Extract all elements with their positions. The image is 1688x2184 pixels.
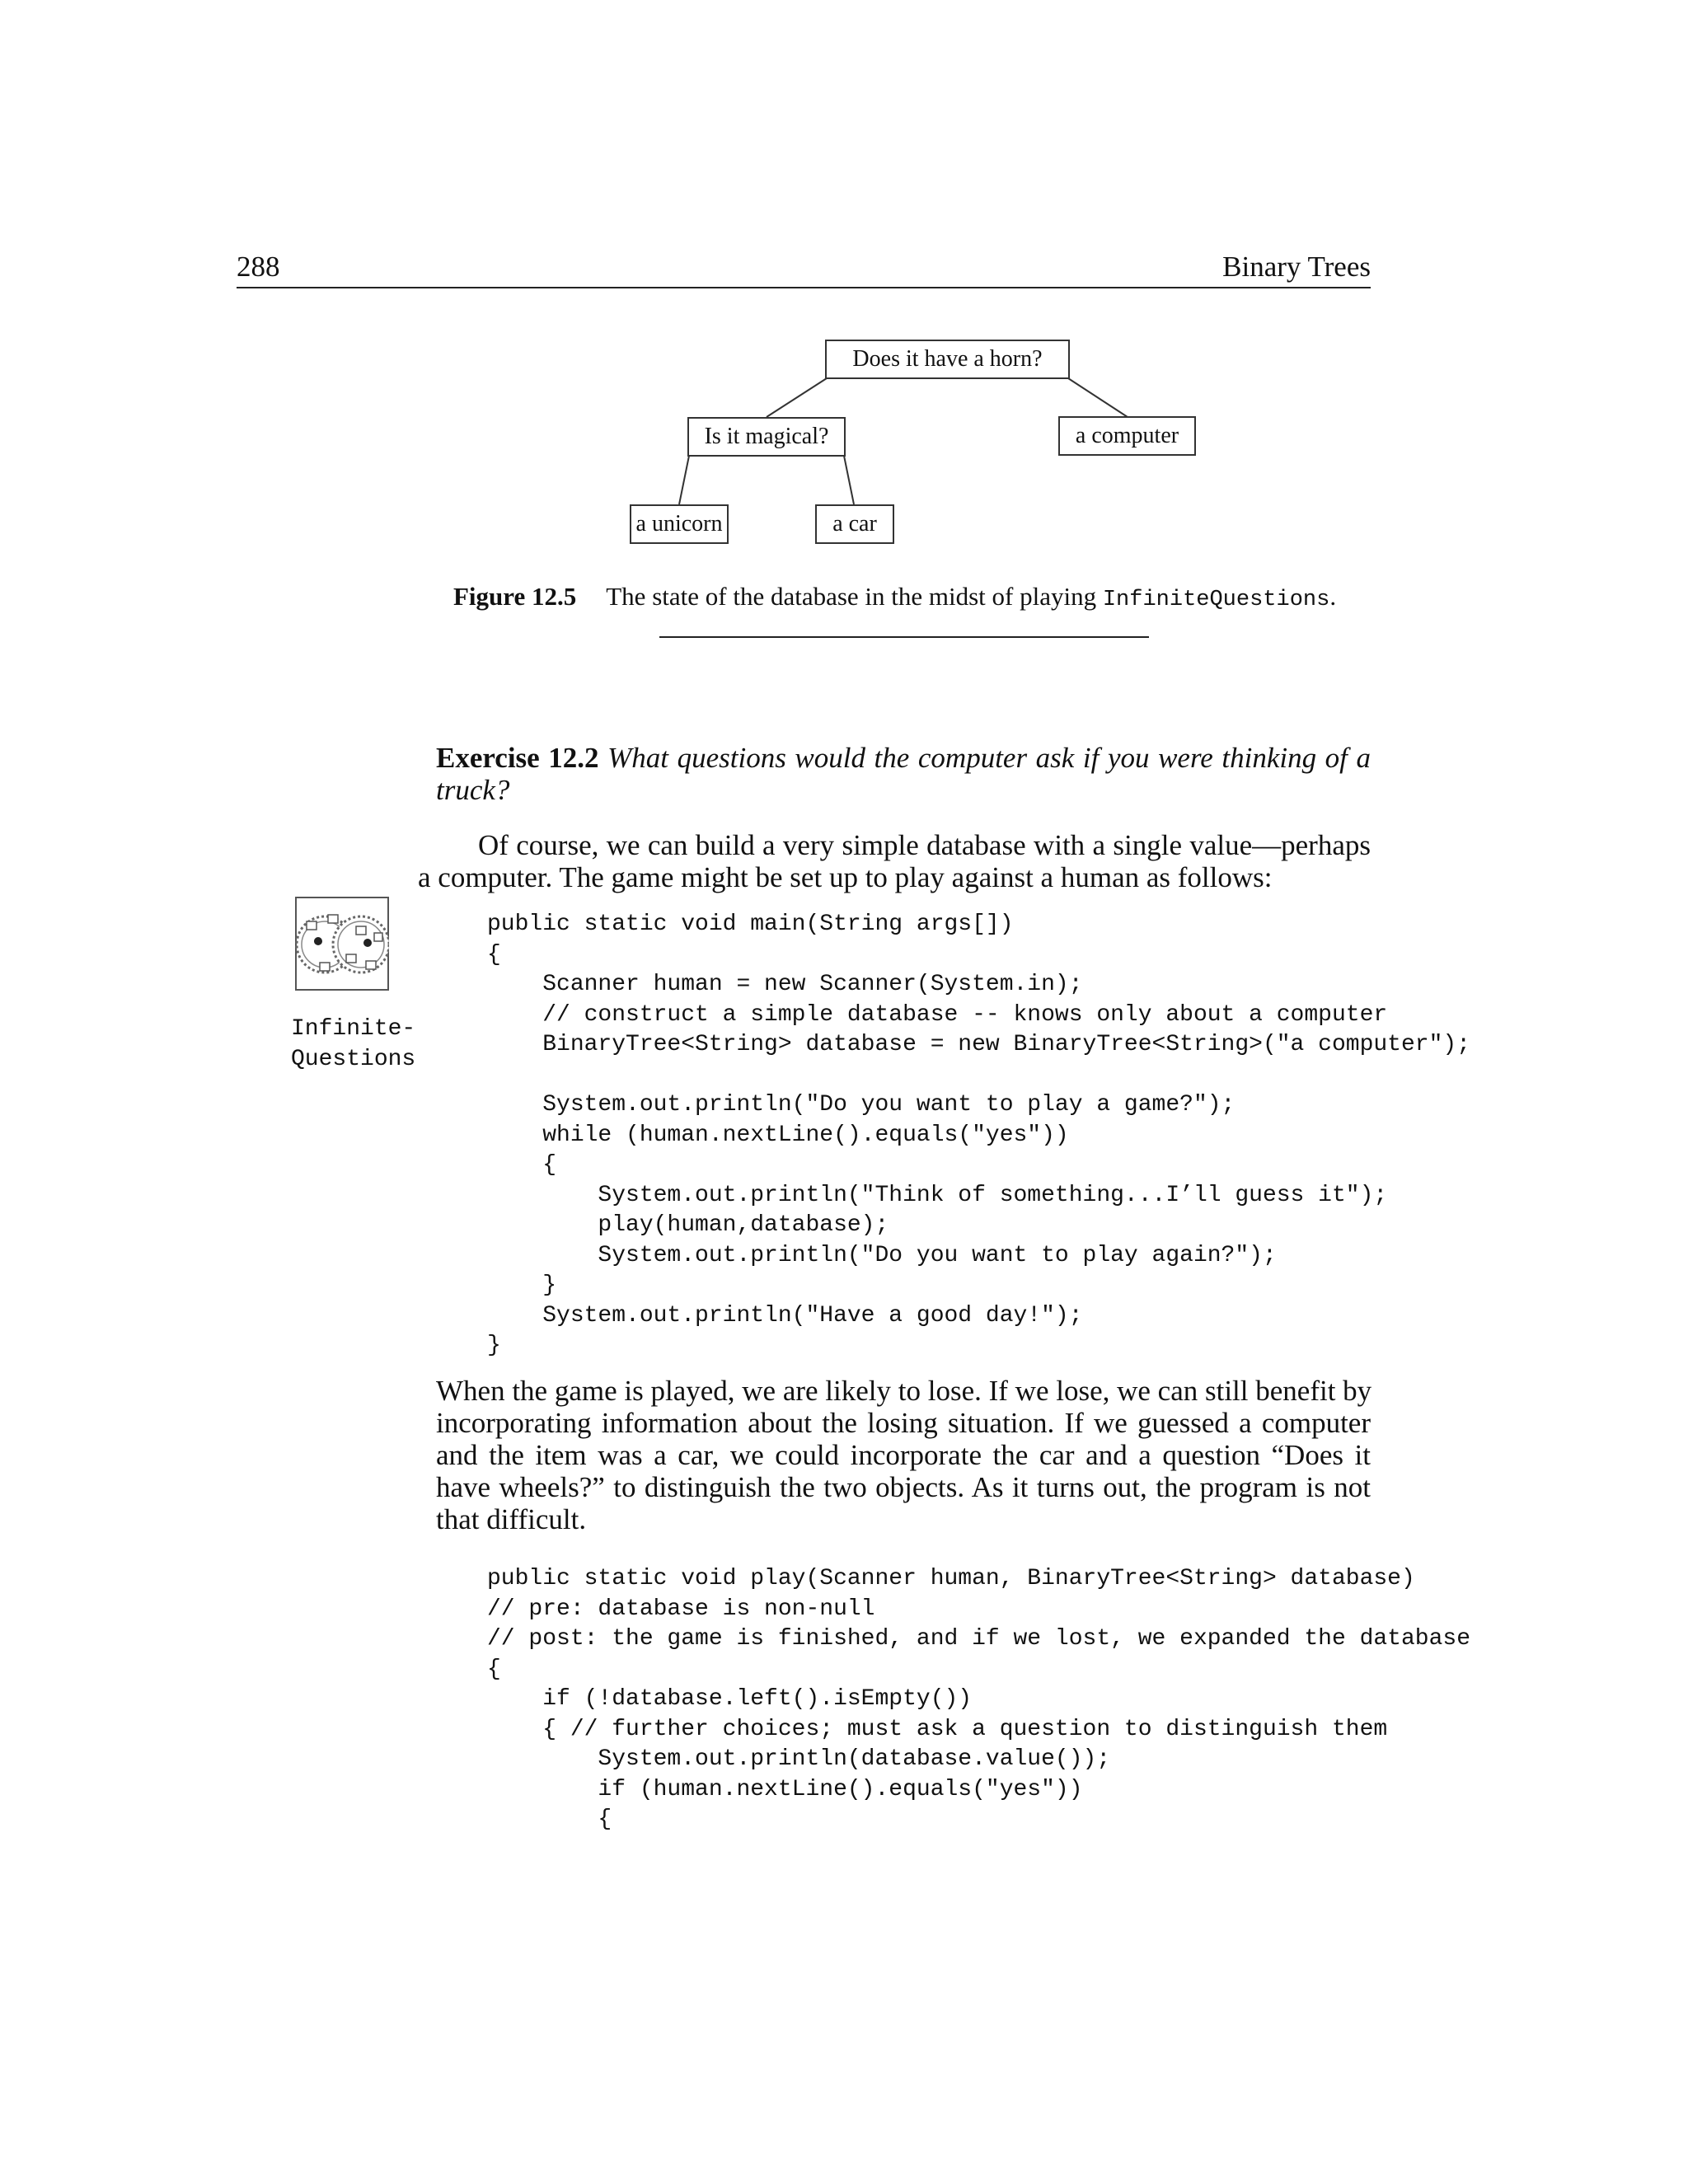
tree-node-left-right: a car (815, 504, 894, 544)
paragraph-explanation: When the game is played, we are likely to lose. If we lose, we can still benefit by incorporating information about the losing situation. If we guessed a computer and the item was a car, we could incorporate the car and a question “Does it have wheels?” to distinguish the two objects. As it turns out, the program is not that difficult. (436, 1375, 1372, 1535)
figure-label: Figure 12.5 (453, 582, 577, 611)
edge-left-leftleft (679, 456, 689, 504)
code-listing-main: public static void main(String args[]) { Scanner human = new Scanner(System.in); // construct a simple database -- knows only about a computer BinaryTree<String> database = new BinaryTree<String>("a computer"); System.out.println("Do you want to play a game?"); while (human.nextLine().equals("yes")) { System.out.println("Think of something...I’ll guess it"); play(human,database); System.out.println("Do you want to play again?"); } System.out.println("Have a good day!"); } (487, 912, 1470, 1358)
margin-note-line1: Infinite- (291, 1016, 416, 1042)
figure-rule (659, 636, 1149, 638)
exercise-label: Exercise 12.2 (436, 742, 599, 774)
edge-root-right (1068, 378, 1128, 417)
margin-note-line2: Questions (291, 1047, 416, 1072)
tree-node-root: Does it have a horn? (825, 340, 1070, 379)
page-number: 288 (237, 251, 280, 283)
exercise-question: What questions would the computer ask if you were thinking of a (607, 742, 1371, 774)
edge-root-left (767, 378, 827, 417)
exercise: Exercise 12.2 What questions would the computer ask if you were thinking of a truck? (436, 742, 1371, 806)
tree-node-left: Is it magical? (687, 417, 846, 457)
margin-note (291, 1014, 415, 1075)
figure-caption-text: The state of the database in the midst of playing (606, 582, 1103, 611)
code-listing-play: public static void play(Scanner human, BinaryTree<String> database) // pre: database is non-null // post: the game is finished, and if we lost, we expanded the database { if (!database.left().isEmpty()) { // further choices; must ask a question to distinguish them System.out.println(database.value()); if (human.nextLine().equals("yes")) { (487, 1566, 1470, 1832)
chapter-title: Binary Trees (1222, 251, 1371, 283)
tree-edges (0, 0, 1688, 577)
paragraph-intro: Of course, we can build a very simple database with a single value—perhaps a computer. The game might be set up to play against a human as follows: (418, 829, 1371, 893)
figure-caption: Figure 12.5 The state of the database in the midst of playing InfiniteQuestions. (453, 582, 1337, 612)
tree-node-left-left: a unicorn (630, 504, 729, 544)
gears-icon (295, 897, 389, 991)
figure-caption-code: InfiniteQuestions (1102, 588, 1330, 612)
tree-node-right: a computer (1058, 416, 1196, 456)
edge-left-leftright (844, 456, 854, 504)
